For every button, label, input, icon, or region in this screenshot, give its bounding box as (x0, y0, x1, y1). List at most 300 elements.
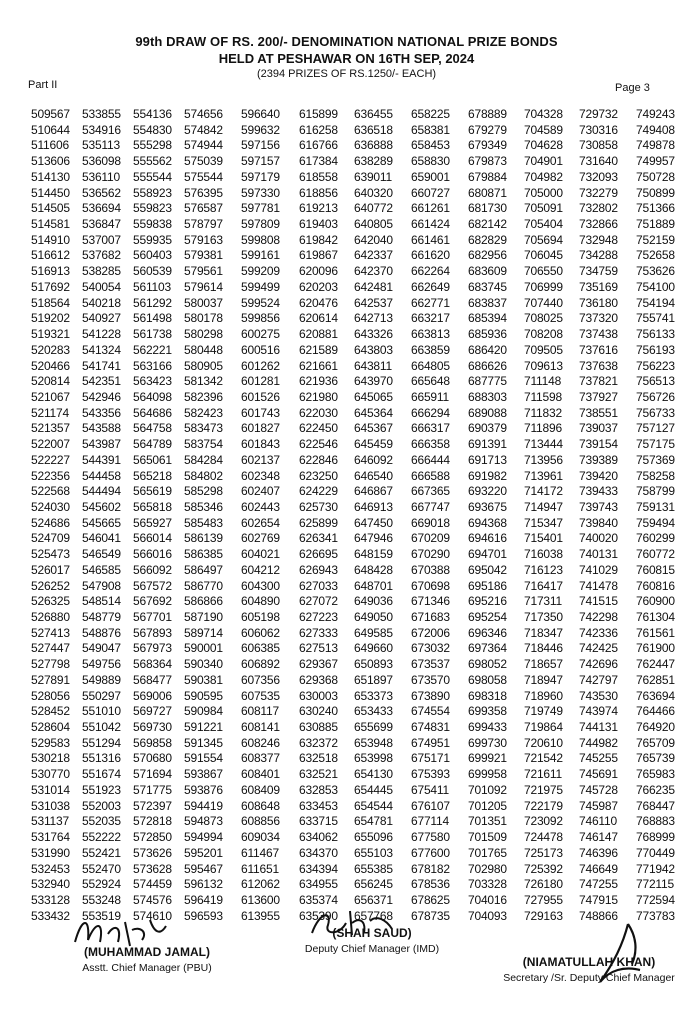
prize-bond-number: 606385 (241, 641, 280, 656)
prize-bond-number: 526880 (31, 610, 70, 624)
prize-bond-number: 609034 (241, 830, 280, 845)
prize-bond-number: 739420 (579, 468, 618, 483)
prize-bond-number: 721975 (524, 782, 563, 797)
prize-bond-number: 751366 (636, 201, 675, 216)
prize-bond-number: 604890 (241, 594, 280, 609)
prize-bond-number: 586385 (184, 547, 223, 562)
prize-bond-number: 680871 (468, 185, 507, 200)
prize-bond-number: 679884 (468, 169, 507, 184)
prize-bond-number: 586139 (184, 531, 223, 546)
prize-bond-number: 632521 (299, 767, 338, 782)
prize-bond-number: 732866 (579, 217, 618, 232)
prize-bond-number: 527413 (31, 625, 70, 640)
prize-bond-number: 742696 (579, 657, 618, 672)
prize-bond-number: 747915 (579, 892, 618, 907)
prize-bond-number: 622846 (299, 452, 338, 467)
prize-bond-number: 597809 (241, 217, 280, 232)
prize-bond-number: 602348 (241, 468, 280, 483)
prize-bond-number: 597330 (241, 185, 280, 200)
prize-bond-number: 547908 (82, 578, 121, 593)
number-column (411, 107, 468, 924)
prize-bond-number: 690379 (468, 421, 507, 436)
signatory-role: Deputy Chief Manager (IMD) (304, 943, 440, 955)
prize-bond-number: 725392 (524, 861, 563, 876)
prize-bond-number: 580037 (184, 295, 223, 310)
prize-bond-number: 761561 (636, 625, 675, 640)
prize-bond-number: 567701 (133, 610, 172, 624)
prize-bond-number: 678889 (468, 107, 507, 121)
prize-bond-number: 678625 (411, 892, 450, 907)
prize-bond-number: 724478 (524, 830, 563, 845)
prize-bond-number: 666358 (411, 437, 450, 452)
prize-bond-number: 756133 (636, 327, 675, 342)
prize-bond-number: 706045 (524, 248, 563, 263)
prize-bond-number: 566092 (133, 562, 172, 577)
prize-bond-number: 661461 (411, 232, 450, 247)
prize-bond-number: 630885 (299, 720, 338, 735)
prize-bond-number: 548779 (82, 610, 121, 624)
prize-bond-number: 713444 (524, 437, 563, 452)
prize-bond-number: 522356 (31, 468, 70, 483)
prize-bond-number: 521174 (31, 405, 69, 420)
prize-bond-number: 536694 (82, 201, 121, 216)
prize-bond-number: 521357 (31, 421, 70, 436)
prize-bond-number: 737927 (579, 389, 618, 404)
prize-bond-number: 666588 (411, 468, 450, 483)
prize-bond-number: 658225 (411, 107, 450, 121)
prize-bond-number: 765709 (636, 735, 675, 750)
prize-bond-number: 661424 (411, 217, 450, 232)
prize-bond-number: 721611 (524, 767, 562, 782)
prize-bond-number: 740020 (579, 531, 618, 546)
prize-bond-number: 734759 (579, 264, 618, 279)
prize-bond-number: 585346 (184, 499, 223, 514)
prize-bond-number: 605198 (241, 610, 280, 624)
prize-bond-number: 572850 (133, 830, 172, 845)
prize-bond-number: 618558 (299, 169, 338, 184)
signature-block-saud (282, 926, 462, 955)
prize-bond-number: 643811 (354, 358, 392, 373)
prize-bond-number: 602769 (241, 531, 280, 546)
prize-bond-number: 569006 (133, 688, 172, 703)
prize-bond-number: 756733 (636, 405, 675, 420)
prize-bond-number: 582423 (184, 405, 223, 420)
prize-bond-number: 567692 (133, 594, 172, 609)
prize-bond-number: 704589 (524, 122, 563, 137)
prize-bond-number: 736180 (579, 295, 618, 310)
prize-bond-number: 647450 (354, 515, 393, 530)
prize-bond-number: 528452 (31, 704, 70, 719)
prize-bond-number: 666444 (411, 452, 450, 467)
prize-bond-number: 670290 (411, 547, 450, 562)
prize-bond-number: 707440 (524, 295, 563, 310)
prize-bond-number: 683837 (468, 295, 507, 310)
prize-bond-number: 574842 (184, 122, 223, 137)
prize-bond-number: 546041 (82, 531, 121, 546)
prize-bond-number: 691391 (468, 437, 507, 452)
prize-bond-number: 621661 (299, 358, 338, 373)
prize-bond-number: 574944 (184, 138, 223, 153)
prize-bond-number: 536098 (82, 154, 121, 169)
prize-bond-number: 531764 (31, 830, 70, 845)
prize-bond-number: 599632 (241, 122, 280, 137)
prize-bond-number: 654130 (354, 767, 393, 782)
prize-bond-number: 583754 (184, 437, 223, 452)
prize-bond-number: 666294 (411, 405, 450, 420)
prize-bond-number: 519321 (31, 327, 70, 342)
prize-bond-number: 655103 (354, 845, 393, 860)
prize-bond-number: 685936 (468, 327, 507, 342)
prize-bond-number: 723092 (524, 814, 563, 829)
prize-bond-number: 540054 (82, 279, 121, 294)
number-column (579, 107, 636, 924)
prize-bond-number: 693220 (468, 484, 507, 499)
prize-bond-number: 732279 (579, 185, 618, 200)
prize-bond-number: 718347 (524, 625, 563, 640)
prize-bond-number: 764920 (636, 720, 675, 735)
prize-bond-number: 653433 (354, 704, 393, 719)
prize-bond-number: 711832 (524, 405, 562, 420)
prize-bond-number: 742298 (579, 610, 618, 624)
prize-bond-number: 693675 (468, 499, 507, 514)
prize-bond-number: 654544 (354, 798, 393, 813)
prize-bond-number: 735169 (579, 279, 618, 294)
prize-bond-number: 649585 (354, 625, 393, 640)
prize-bond-number: 653373 (354, 688, 393, 703)
signature-block-jamal (62, 945, 232, 974)
prize-bond-number: 608377 (241, 751, 280, 766)
prize-bond-number: 552421 (82, 845, 121, 860)
prize-bond-number: 689088 (468, 405, 507, 420)
prize-bond-number: 744982 (579, 735, 618, 750)
prize-bond-number: 621936 (299, 374, 338, 389)
prize-bond-number: 613955 (241, 908, 280, 923)
prize-bond-number: 713956 (524, 452, 563, 467)
prize-bond-number: 671346 (411, 594, 450, 609)
prize-bond-number: 514910 (31, 232, 70, 247)
prize-bond-number: 627033 (299, 578, 338, 593)
prize-bond-number: 532940 (31, 877, 70, 892)
prize-bond-number: 517692 (31, 279, 70, 294)
prize-bond-number: 705404 (524, 217, 563, 232)
prize-bond-number: 663859 (411, 342, 450, 357)
prize-bond-number: 636455 (354, 107, 393, 121)
prize-bond-number: 749408 (636, 122, 675, 137)
prize-bond-number: 698318 (468, 688, 507, 703)
prize-bond-number: 604300 (241, 578, 280, 593)
prize-bond-number: 617384 (299, 154, 338, 169)
prize-bond-number: 576587 (184, 201, 223, 216)
prize-bond-number: 745728 (579, 782, 618, 797)
prize-bond-number: 725173 (524, 845, 563, 860)
prize-bond-number: 579163 (184, 232, 223, 247)
prize-bond-number: 713961 (524, 468, 563, 483)
prize-bond-number: 596132 (184, 877, 223, 892)
prize-bond-number: 569727 (133, 704, 172, 719)
prize-bond-number: 542351 (82, 374, 121, 389)
prize-bond-number: 559935 (133, 232, 172, 247)
number-column (133, 107, 184, 924)
prize-bond-number: 694368 (468, 515, 507, 530)
prize-bond-number: 686420 (468, 342, 507, 357)
prize-bond-number: 566014 (133, 531, 172, 546)
signatory-name: (SHAH SAUD) (332, 926, 412, 940)
prize-bond-number: 571694 (133, 767, 172, 782)
prize-bond-number: 704901 (524, 154, 563, 169)
number-column (524, 107, 579, 924)
prize-bond-number: 601281 (241, 374, 280, 389)
number-column (354, 107, 411, 924)
prize-bond-number: 620203 (299, 279, 338, 294)
prize-bond-number: 524686 (31, 515, 70, 530)
prize-bond-number: 606062 (241, 625, 280, 640)
prize-bond-number: 549889 (82, 672, 121, 687)
prize-bond-number: 666317 (411, 421, 450, 436)
prize-bond-number: 648701 (354, 578, 393, 593)
prize-bond-number: 561738 (133, 327, 172, 342)
prize-bond-number: 599161 (241, 248, 280, 263)
prize-bond-number: 567973 (133, 641, 172, 656)
prize-bond-number: 541324 (82, 342, 121, 357)
signatory-name: (MUHAMMAD JAMAL) (84, 945, 210, 959)
prize-bond-number: 630003 (299, 688, 338, 703)
prize-bond-number: 658830 (411, 154, 450, 169)
prize-bond-number: 643803 (354, 342, 393, 357)
prize-bond-number: 670698 (411, 578, 450, 593)
prize-bond-number: 620476 (299, 295, 338, 310)
prize-bond-number: 663217 (411, 311, 450, 326)
prize-bond-number: 533128 (31, 892, 70, 907)
prize-bond-number: 619213 (299, 201, 338, 216)
prize-bond-number: 709505 (524, 342, 563, 357)
prize-bond-number: 544494 (82, 484, 121, 499)
prize-bond-number: 756726 (636, 389, 675, 404)
prize-bond-number: 574459 (133, 877, 172, 892)
prize-bond-number: 750899 (636, 185, 675, 200)
prize-bond-number: 531038 (31, 798, 70, 813)
prize-bond-number: 589714 (184, 625, 223, 640)
prize-bond-number: 549756 (82, 657, 121, 672)
prize-bond-number: 739154 (579, 437, 618, 452)
prize-bond-number: 555544 (133, 169, 172, 184)
signatory-role: Secretary /Sr. Deputy Chief Manager (503, 972, 675, 984)
signatory-name: (NIAMATULLAH KHAN) (522, 955, 656, 969)
prize-bond-number: 516913 (31, 264, 70, 279)
prize-bond-number: 763694 (636, 688, 675, 703)
prize-bond-number: 579561 (184, 264, 223, 279)
prize-bond-number: 765739 (636, 751, 675, 766)
number-column (241, 107, 299, 924)
prize-bond-number: 531014 (31, 782, 70, 797)
prize-bond-number: 678182 (411, 861, 450, 876)
prize-bond-number: 604212 (241, 562, 280, 577)
prize-bond-number: 705091 (524, 201, 563, 216)
header-subtitle: HELD AT PESHAWAR ON 16TH SEP, 2024 (218, 51, 475, 66)
page-number: Page 3 (615, 82, 650, 94)
prize-bond-number: 552470 (82, 861, 121, 876)
prize-bond-number: 679873 (468, 154, 507, 169)
prize-bond-number: 537007 (82, 232, 121, 247)
prize-bond-number: 705000 (524, 185, 563, 200)
prize-bond-number: 718446 (524, 641, 563, 656)
prize-bond-number: 599856 (241, 311, 280, 326)
prize-bond-number: 729163 (524, 908, 563, 923)
prize-bond-number: 699958 (468, 767, 507, 782)
prize-bond-number: 718947 (524, 672, 563, 687)
prize-bond-number: 739743 (579, 499, 618, 514)
prize-bond-number: 548876 (82, 625, 121, 640)
prize-bond-number: 727955 (524, 892, 563, 907)
prize-bond-number: 551294 (82, 735, 121, 750)
prize-bond-number: 759131 (636, 499, 675, 514)
prize-bond-number: 659001 (411, 169, 450, 184)
prize-bond-number: 520466 (31, 358, 70, 373)
prize-bond-number: 552003 (82, 798, 121, 813)
prize-bond-number: 590595 (184, 688, 223, 703)
prize-bond-number: 569858 (133, 735, 172, 750)
prize-bond-number: 525473 (31, 547, 70, 562)
prize-bond-number: 661261 (411, 201, 450, 216)
prize-bond-number: 762851 (636, 672, 675, 687)
prize-bond-number: 561103 (133, 279, 171, 294)
number-column (468, 107, 524, 924)
prize-bond-number: 564789 (133, 437, 172, 452)
prize-bond-number: 582396 (184, 389, 223, 404)
prize-bond-number: 584802 (184, 468, 223, 483)
prize-bond-number: 714947 (524, 499, 563, 514)
prize-bond-number: 730316 (579, 122, 618, 137)
prize-bond-number: 649050 (354, 610, 393, 624)
prize-bond-number: 655699 (354, 720, 393, 735)
prize-bond-number: 551042 (82, 720, 121, 735)
prize-bond-number: 627513 (299, 641, 338, 656)
prize-bond-number: 565218 (133, 468, 172, 483)
prize-bond-number: 743974 (579, 704, 618, 719)
prize-bond-number: 551010 (82, 704, 121, 719)
prize-bond-number: 601262 (241, 358, 280, 373)
prize-bond-number: 737438 (579, 327, 618, 342)
prize-bond-number: 524030 (31, 499, 70, 514)
prize-bond-number: 620614 (299, 311, 338, 326)
prize-bond-number: 706999 (524, 279, 563, 294)
prize-bond-number: 545602 (82, 499, 121, 514)
prize-bond-number: 731640 (579, 154, 618, 169)
prize-bond-number: 575039 (184, 154, 223, 169)
prize-bond-number: 751889 (636, 217, 675, 232)
prize-bond-number: 514505 (31, 201, 70, 216)
prize-bond-number: 634394 (299, 861, 338, 876)
prize-bond-number: 514581 (31, 217, 70, 232)
prize-bond-number: 649036 (354, 594, 393, 609)
prize-bond-number: 691713 (468, 452, 507, 467)
prize-bond-number: 633715 (299, 814, 338, 829)
prize-bond-number: 597157 (241, 154, 280, 169)
prize-bond-number: 630240 (299, 704, 338, 719)
prize-bond-number: 705694 (524, 232, 563, 247)
prize-bond-number: 635374 (299, 892, 338, 907)
prize-bond-number: 540218 (82, 295, 121, 310)
prize-bond-number: 747255 (579, 877, 618, 892)
prize-bond-number: 665648 (411, 374, 450, 389)
prize-bond-number: 695042 (468, 562, 507, 577)
prize-bond-number: 741515 (579, 594, 618, 609)
prize-bond-number: 585483 (184, 515, 223, 530)
prize-bond-number: 699921 (468, 751, 507, 766)
prize-bond-number: 696346 (468, 625, 507, 640)
prize-bond-number: 742797 (579, 672, 618, 687)
prize-bond-number: 632853 (299, 782, 338, 797)
prize-bond-number: 545665 (82, 515, 121, 530)
prize-bond-number: 752658 (636, 248, 675, 263)
prize-bond-number: 655385 (354, 861, 393, 876)
signature-block-khan (494, 955, 684, 984)
prize-bond-number: 658381 (411, 122, 450, 137)
prize-bond-number: 656245 (354, 877, 393, 892)
prize-bond-number: 573626 (133, 845, 172, 860)
prize-bond-number: 749243 (636, 107, 675, 121)
prize-bond-number: 761304 (636, 610, 675, 624)
prize-bond-number: 565619 (133, 484, 172, 499)
prize-bond-number: 660727 (411, 185, 450, 200)
prize-bond-number: 521067 (31, 389, 70, 404)
prize-bond-number: 746147 (579, 830, 618, 845)
prize-bond-number: 561498 (133, 311, 172, 326)
prize-bond-number: 528056 (31, 688, 70, 703)
prize-bond-number: 633453 (299, 798, 338, 813)
prize-bond-number: 510644 (31, 122, 70, 137)
prize-bond-number: 765983 (636, 767, 675, 782)
prize-bond-number: 754194 (636, 295, 675, 310)
prize-bond-number: 699358 (468, 704, 507, 719)
prize-bond-number: 629367 (299, 657, 338, 672)
prize-bond-number: 669018 (411, 515, 450, 530)
prize-bond-number: 754100 (636, 279, 675, 294)
prize-bond-number: 651897 (354, 672, 393, 687)
prize-bond-number: 524709 (31, 531, 70, 546)
prize-bond-number: 720610 (524, 735, 563, 750)
prize-bond-number: 559823 (133, 201, 172, 216)
prize-bond-number: 511606 (31, 138, 69, 153)
prize-bond-number: 646867 (354, 484, 393, 499)
prize-bond-number: 544458 (82, 468, 121, 483)
prize-bond-number: 642370 (354, 264, 393, 279)
prize-bond-number: 686626 (468, 358, 507, 373)
prize-bond-number: 661620 (411, 248, 450, 263)
prize-bond-number: 715347 (524, 515, 563, 530)
prize-bond-number: 616258 (299, 122, 338, 137)
prize-bond-number: 542946 (82, 389, 121, 404)
prize-bond-number: 737638 (579, 358, 618, 373)
prize-bond-number: 602137 (241, 452, 280, 467)
prize-bond-number: 608409 (241, 782, 280, 797)
prize-bond-number: 593876 (184, 782, 223, 797)
prize-bond-number: 599808 (241, 232, 280, 247)
prize-bond-number: 611651 (241, 861, 279, 876)
number-column (31, 107, 82, 924)
prize-bond-number: 683745 (468, 279, 507, 294)
prize-bond-number: 575544 (184, 169, 223, 184)
prize-bond-number: 704982 (524, 169, 563, 184)
prize-bond-number: 608648 (241, 798, 280, 813)
prize-bond-number: 730858 (579, 138, 618, 153)
prize-bond-number: 716417 (524, 578, 563, 593)
prize-bond-number: 768447 (636, 798, 675, 813)
prize-bond-number: 607535 (241, 688, 280, 703)
prize-bond-number: 645065 (354, 389, 393, 404)
prize-bond-number: 606892 (241, 657, 280, 672)
prize-bond-number: 586770 (184, 578, 223, 593)
prize-bond-number: 627072 (299, 594, 338, 609)
